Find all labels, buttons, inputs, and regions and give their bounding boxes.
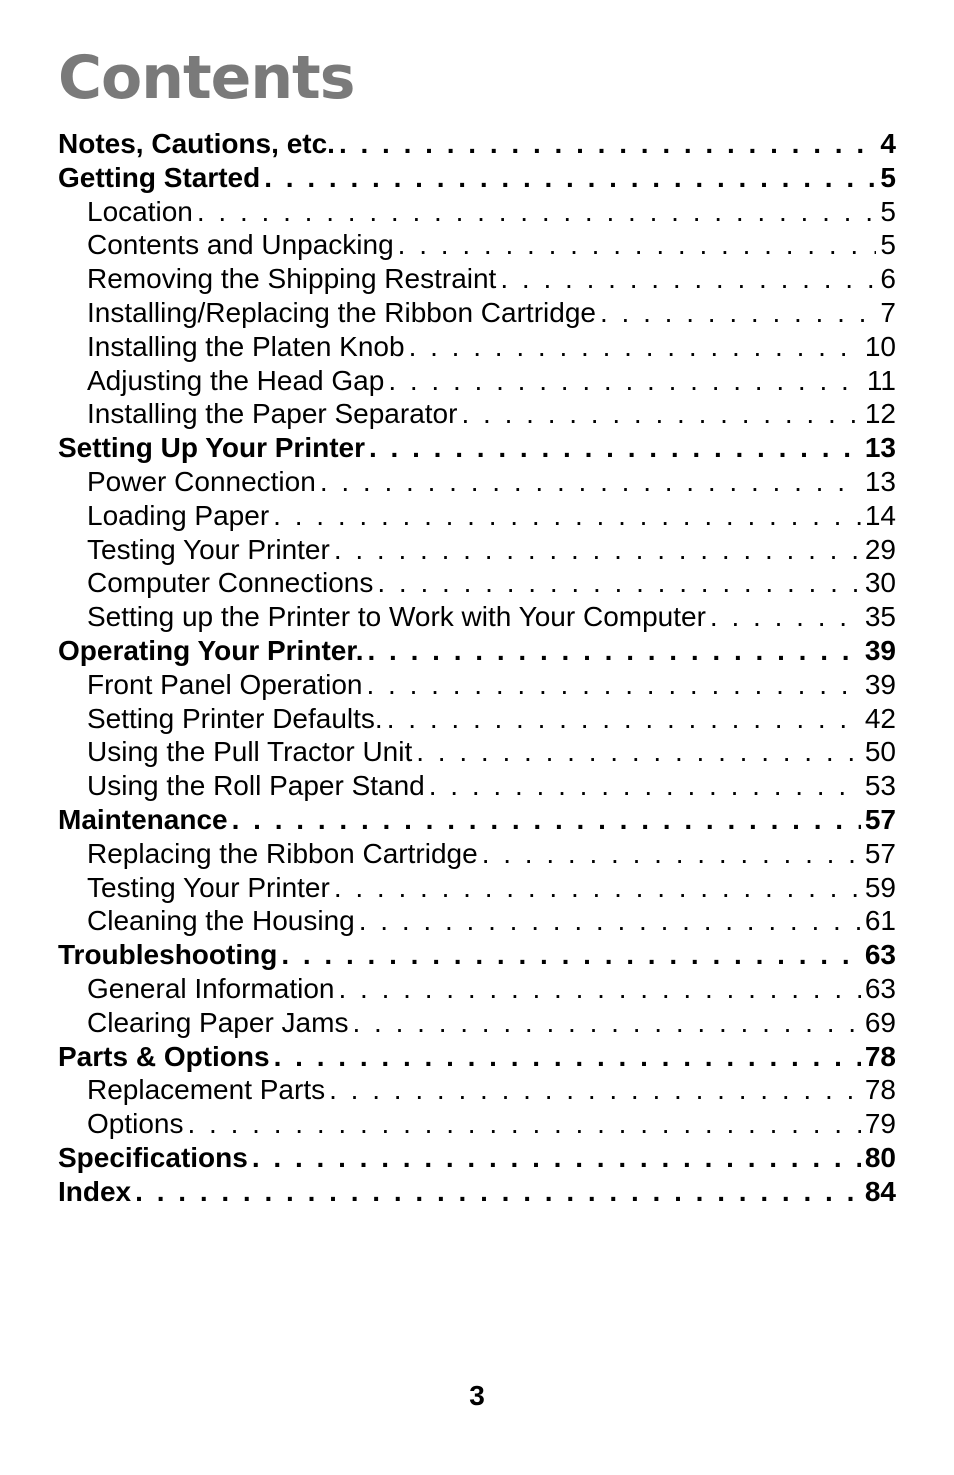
toc-subsection-entry[interactable]	[58, 1006, 896, 1040]
toc-dot-leader	[359, 904, 861, 938]
toc-dot-leader	[274, 1040, 861, 1074]
toc-entry-label: Loading Paper	[87, 499, 270, 531]
table-of-contents	[58, 127, 896, 1209]
toc-section-entry[interactable]	[58, 161, 896, 195]
toc-section-entry[interactable]	[58, 127, 896, 161]
toc-entry-label: Specifications	[58, 1141, 248, 1173]
toc-subsection-entry[interactable]	[58, 904, 896, 938]
toc-entry-label: Setting Printer Defaults.	[87, 702, 383, 734]
toc-entry-page: 78	[864, 1040, 896, 1072]
toc-entry-page: 63	[864, 972, 896, 1004]
toc-subsection-entry[interactable]	[58, 871, 896, 905]
toc-entry-label: Maintenance	[58, 803, 228, 835]
toc-subsection-entry[interactable]	[58, 262, 896, 296]
toc-dot-leader	[135, 1175, 861, 1209]
toc-subsection-entry[interactable]	[58, 668, 896, 702]
toc-dot-leader	[334, 871, 861, 905]
toc-dot-leader	[461, 397, 860, 431]
toc-entry-page: 35	[864, 601, 896, 633]
toc-subsection-entry[interactable]	[58, 397, 896, 431]
toc-subsection-entry[interactable]	[58, 566, 896, 600]
toc-entry-page: 29	[864, 533, 896, 565]
toc-dot-leader	[369, 431, 861, 465]
toc-dot-leader	[329, 1073, 861, 1107]
toc-entry-label: Troubleshooting	[58, 939, 278, 971]
toc-entry-label: Removing the Shipping Restraint	[87, 263, 497, 295]
toc-entry-label: Power Connection	[87, 465, 316, 497]
toc-entry-page: 57	[864, 803, 896, 835]
toc-entry-label: Computer Connections	[87, 567, 374, 599]
toc-entry-label: Installing/Replacing the Ribbon Cartridge	[87, 296, 596, 328]
toc-entry-page: 61	[864, 905, 896, 937]
toc-dot-leader	[377, 566, 860, 600]
toc-subsection-entry[interactable]	[58, 499, 896, 533]
toc-entry-page: 11	[866, 364, 896, 396]
toc-subsection-entry[interactable]	[58, 364, 896, 398]
toc-entry-page: 84	[864, 1175, 896, 1207]
toc-dot-leader	[320, 465, 861, 499]
toc-entry-page: 13	[864, 432, 896, 464]
toc-dot-leader	[387, 702, 861, 736]
toc-dot-leader	[482, 837, 861, 871]
toc-entry-page: 4	[880, 128, 896, 159]
toc-dot-leader	[500, 262, 876, 296]
toc-dot-leader	[398, 228, 877, 262]
toc-entry-label: Setting Up Your Printer	[58, 432, 365, 464]
toc-entry-page: 59	[864, 871, 896, 903]
toc-entry-label: Getting Started	[58, 161, 261, 193]
toc-subsection-entry[interactable]	[58, 533, 896, 567]
toc-subsection-entry[interactable]	[58, 465, 896, 499]
toc-subsection-entry[interactable]	[58, 735, 896, 769]
toc-entry-page: 78	[864, 1074, 896, 1106]
toc-entry-label: Front Panel Operation	[87, 668, 363, 700]
toc-dot-leader	[416, 735, 861, 769]
toc-entry-page: 39	[864, 668, 896, 700]
toc-entry-page: 79	[864, 1108, 896, 1140]
toc-subsection-entry[interactable]	[58, 837, 896, 871]
toc-subsection-entry[interactable]	[58, 296, 896, 330]
toc-entry-page: 53	[864, 770, 896, 802]
toc-entry-label: Operating Your Printer.	[58, 634, 364, 666]
toc-entry-page: 69	[864, 1006, 896, 1038]
toc-subsection-entry[interactable]	[58, 600, 896, 634]
toc-entry-label: Replacement Parts	[87, 1074, 326, 1106]
toc-entry-page: 13	[864, 465, 896, 497]
toc-dot-leader	[281, 938, 861, 972]
toc-entry-label: Setting up the Printer to Work with Your Computer	[87, 601, 706, 633]
toc-subsection-entry[interactable]	[58, 1107, 896, 1141]
toc-entry-page: 57	[864, 837, 896, 869]
toc-dot-leader	[338, 972, 860, 1006]
toc-entry-page: 12	[864, 398, 896, 430]
toc-entry-page: 50	[864, 736, 896, 768]
toc-entry-label: Index	[58, 1175, 132, 1207]
toc-entry-label: Clearing Paper Jams	[87, 1006, 349, 1038]
toc-entry-page: 80	[864, 1141, 896, 1173]
toc-dot-leader	[197, 195, 877, 229]
toc-entry-page: 6	[880, 263, 896, 295]
toc-dot-leader	[232, 803, 861, 837]
toc-dot-leader	[367, 634, 860, 668]
toc-entry-page: 5	[880, 229, 896, 261]
toc-entry-label: Testing Your Printer	[87, 533, 330, 565]
toc-entry-page: 7	[880, 296, 896, 328]
toc-entry-page: 42	[864, 702, 896, 734]
toc-dot-leader	[367, 668, 861, 702]
toc-section-entry[interactable]	[58, 1175, 896, 1209]
toc-entry-label: Contents and Unpacking	[87, 229, 394, 261]
toc-dot-leader	[339, 127, 876, 161]
toc-subsection-entry[interactable]	[58, 228, 896, 262]
toc-dot-leader	[252, 1141, 861, 1175]
page-number: 3	[469, 1380, 485, 1411]
toc-dot-leader	[409, 330, 861, 364]
toc-dot-leader	[273, 499, 861, 533]
toc-entry-label: Cleaning the Housing	[87, 905, 355, 937]
toc-entry-page: 5	[880, 161, 896, 193]
toc-subsection-entry[interactable]	[58, 195, 896, 229]
toc-subsection-entry[interactable]	[58, 1073, 896, 1107]
toc-entry-label: Installing the Paper Separator	[87, 398, 458, 430]
toc-dot-leader	[188, 1107, 861, 1141]
toc-entry-label: Notes, Cautions, etc.	[58, 128, 335, 159]
toc-entry-page: 5	[880, 195, 896, 227]
toc-entry-label: Adjusting the Head Gap	[87, 364, 385, 396]
toc-entry-label: Options	[87, 1108, 184, 1140]
toc-entry-label: Using the Roll Paper Stand	[87, 770, 425, 802]
toc-section-entry[interactable]	[58, 1141, 896, 1175]
page-title: Contents	[58, 43, 355, 113]
toc-entry-label: Parts & Options	[58, 1040, 270, 1072]
toc-dot-leader	[352, 1006, 860, 1040]
toc-dot-leader	[429, 769, 861, 803]
toc-section-entry[interactable]	[58, 634, 896, 668]
toc-entry-label: Replacing the Ribbon Cartridge	[87, 837, 478, 869]
toc-subsection-entry[interactable]	[58, 972, 896, 1006]
toc-entry-label: General Information	[87, 972, 335, 1004]
toc-dot-leader	[710, 600, 861, 634]
toc-section-entry[interactable]	[58, 938, 896, 972]
toc-entry-page: 30	[864, 567, 896, 599]
toc-entry-label: Location	[87, 195, 193, 227]
toc-section-entry[interactable]	[58, 431, 896, 465]
toc-subsection-entry[interactable]	[58, 702, 896, 736]
toc-section-entry[interactable]	[58, 803, 896, 837]
toc-dot-leader	[264, 161, 876, 195]
toc-entry-label: Testing Your Printer	[87, 871, 330, 903]
toc-entry-page: 14	[864, 499, 896, 531]
toc-entry-page: 39	[864, 634, 896, 666]
toc-dot-leader	[334, 533, 861, 567]
toc-subsection-entry[interactable]	[58, 769, 896, 803]
toc-entry-label: Using the Pull Tractor Unit	[87, 736, 413, 768]
toc-dot-leader	[600, 296, 876, 330]
toc-subsection-entry[interactable]	[58, 330, 896, 364]
toc-dot-leader	[388, 364, 863, 398]
toc-section-entry[interactable]	[58, 1040, 896, 1074]
toc-entry-page: 10	[864, 330, 896, 362]
toc-entry-page: 63	[864, 939, 896, 971]
toc-entry-label: Installing the Platen Knob	[87, 330, 405, 362]
